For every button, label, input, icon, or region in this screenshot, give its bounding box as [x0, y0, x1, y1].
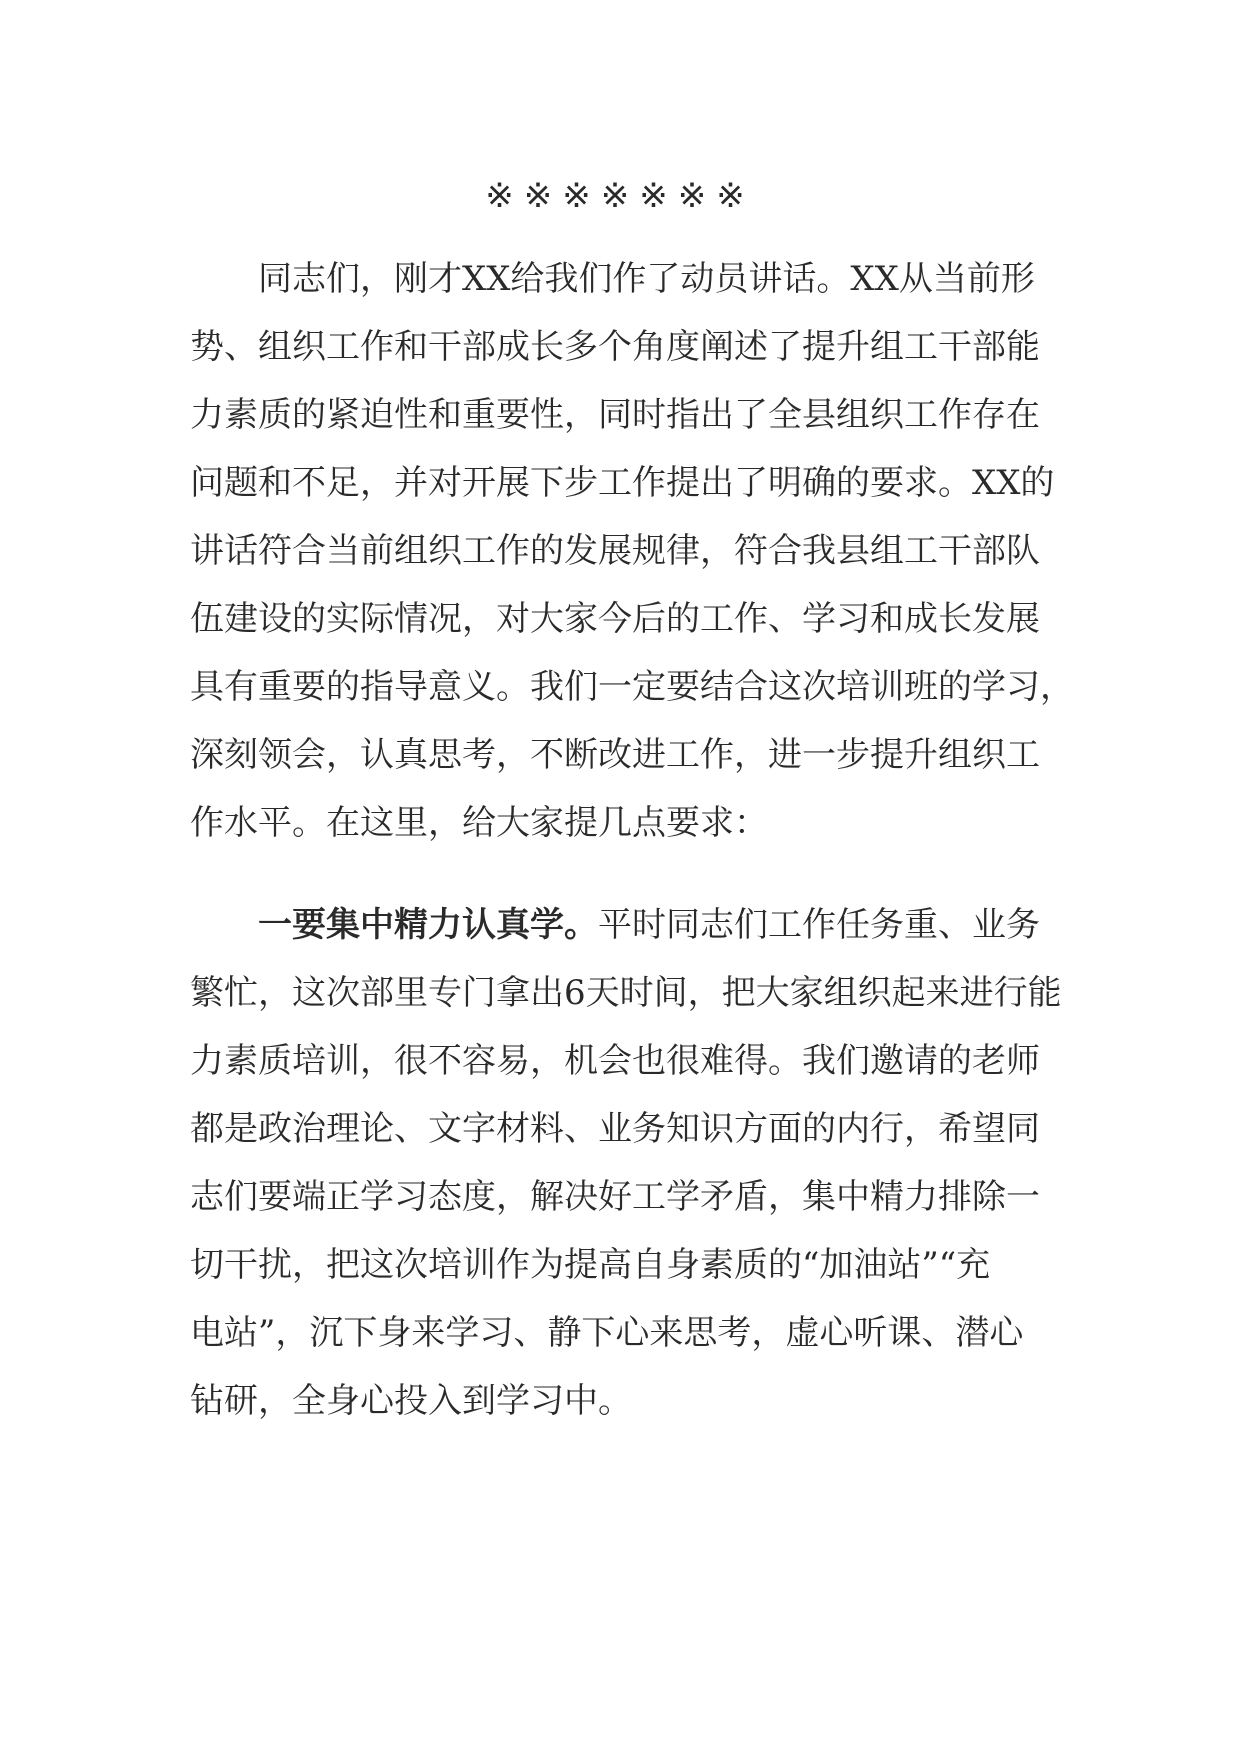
text-line: 同志们，刚才XX给我们作了动员讲话。XX从当前形 [258, 259, 1035, 299]
text-line: 电站”，沉下身来学习、静下心来思考，虚心听课、潜心 [190, 1313, 1024, 1353]
requirement-heading: 一要集中精力认真学。 [258, 905, 598, 945]
text-line: 切干扰，把这次培训作为提高自身素质的“加油站”“充 [190, 1245, 991, 1285]
text-segment: 平时同志们工作任务重、业务 [598, 905, 1040, 945]
text-line: 力素质培训，很不容易，机会也很难得。我们邀请的老师 [190, 1041, 1040, 1081]
paragraph-requirement-one [190, 891, 1062, 1435]
text-line: 志们要端正学习态度，解决好工学矛盾，集中精力排除一 [190, 1177, 1040, 1217]
text-line: 讲话符合当前组织工作的发展规律，符合我县组工干部队 [190, 531, 1040, 571]
text-line: 具有重要的指导意义。我们一定要结合这次培训班的学习， [190, 667, 1074, 707]
text-line: 都是政治理论、文字材料、业务知识方面的内行，希望同 [190, 1109, 1040, 1149]
text-line: 作水平。在这里，给大家提几点要求： [190, 803, 768, 843]
section-divider-ornament: ※※※※※※※ [485, 176, 755, 216]
text-line: 势、组织工作和干部成长多个角度阐述了提升组工干部能 [190, 327, 1040, 367]
text-line: 钻研，全身心投入到学习中。 [190, 1381, 632, 1421]
text-line: 问题和不足，并对开展下步工作提出了明确的要求。XX的 [190, 463, 1055, 503]
text-line: 繁忙，这次部里专门拿出6天时间，把大家组织起来进行能 [190, 973, 1062, 1013]
text-line: 伍建设的实际情况，对大家今后的工作、学习和成长发展 [190, 599, 1040, 639]
text-line: 深刻领会，认真思考，不断改进工作，进一步提升组织工 [190, 735, 1040, 775]
paragraph-opening-remarks [190, 245, 1074, 857]
text-line-first [190, 891, 1050, 959]
text-line: 力素质的紧迫性和重要性，同时指出了全县组织工作存在 [190, 395, 1040, 435]
